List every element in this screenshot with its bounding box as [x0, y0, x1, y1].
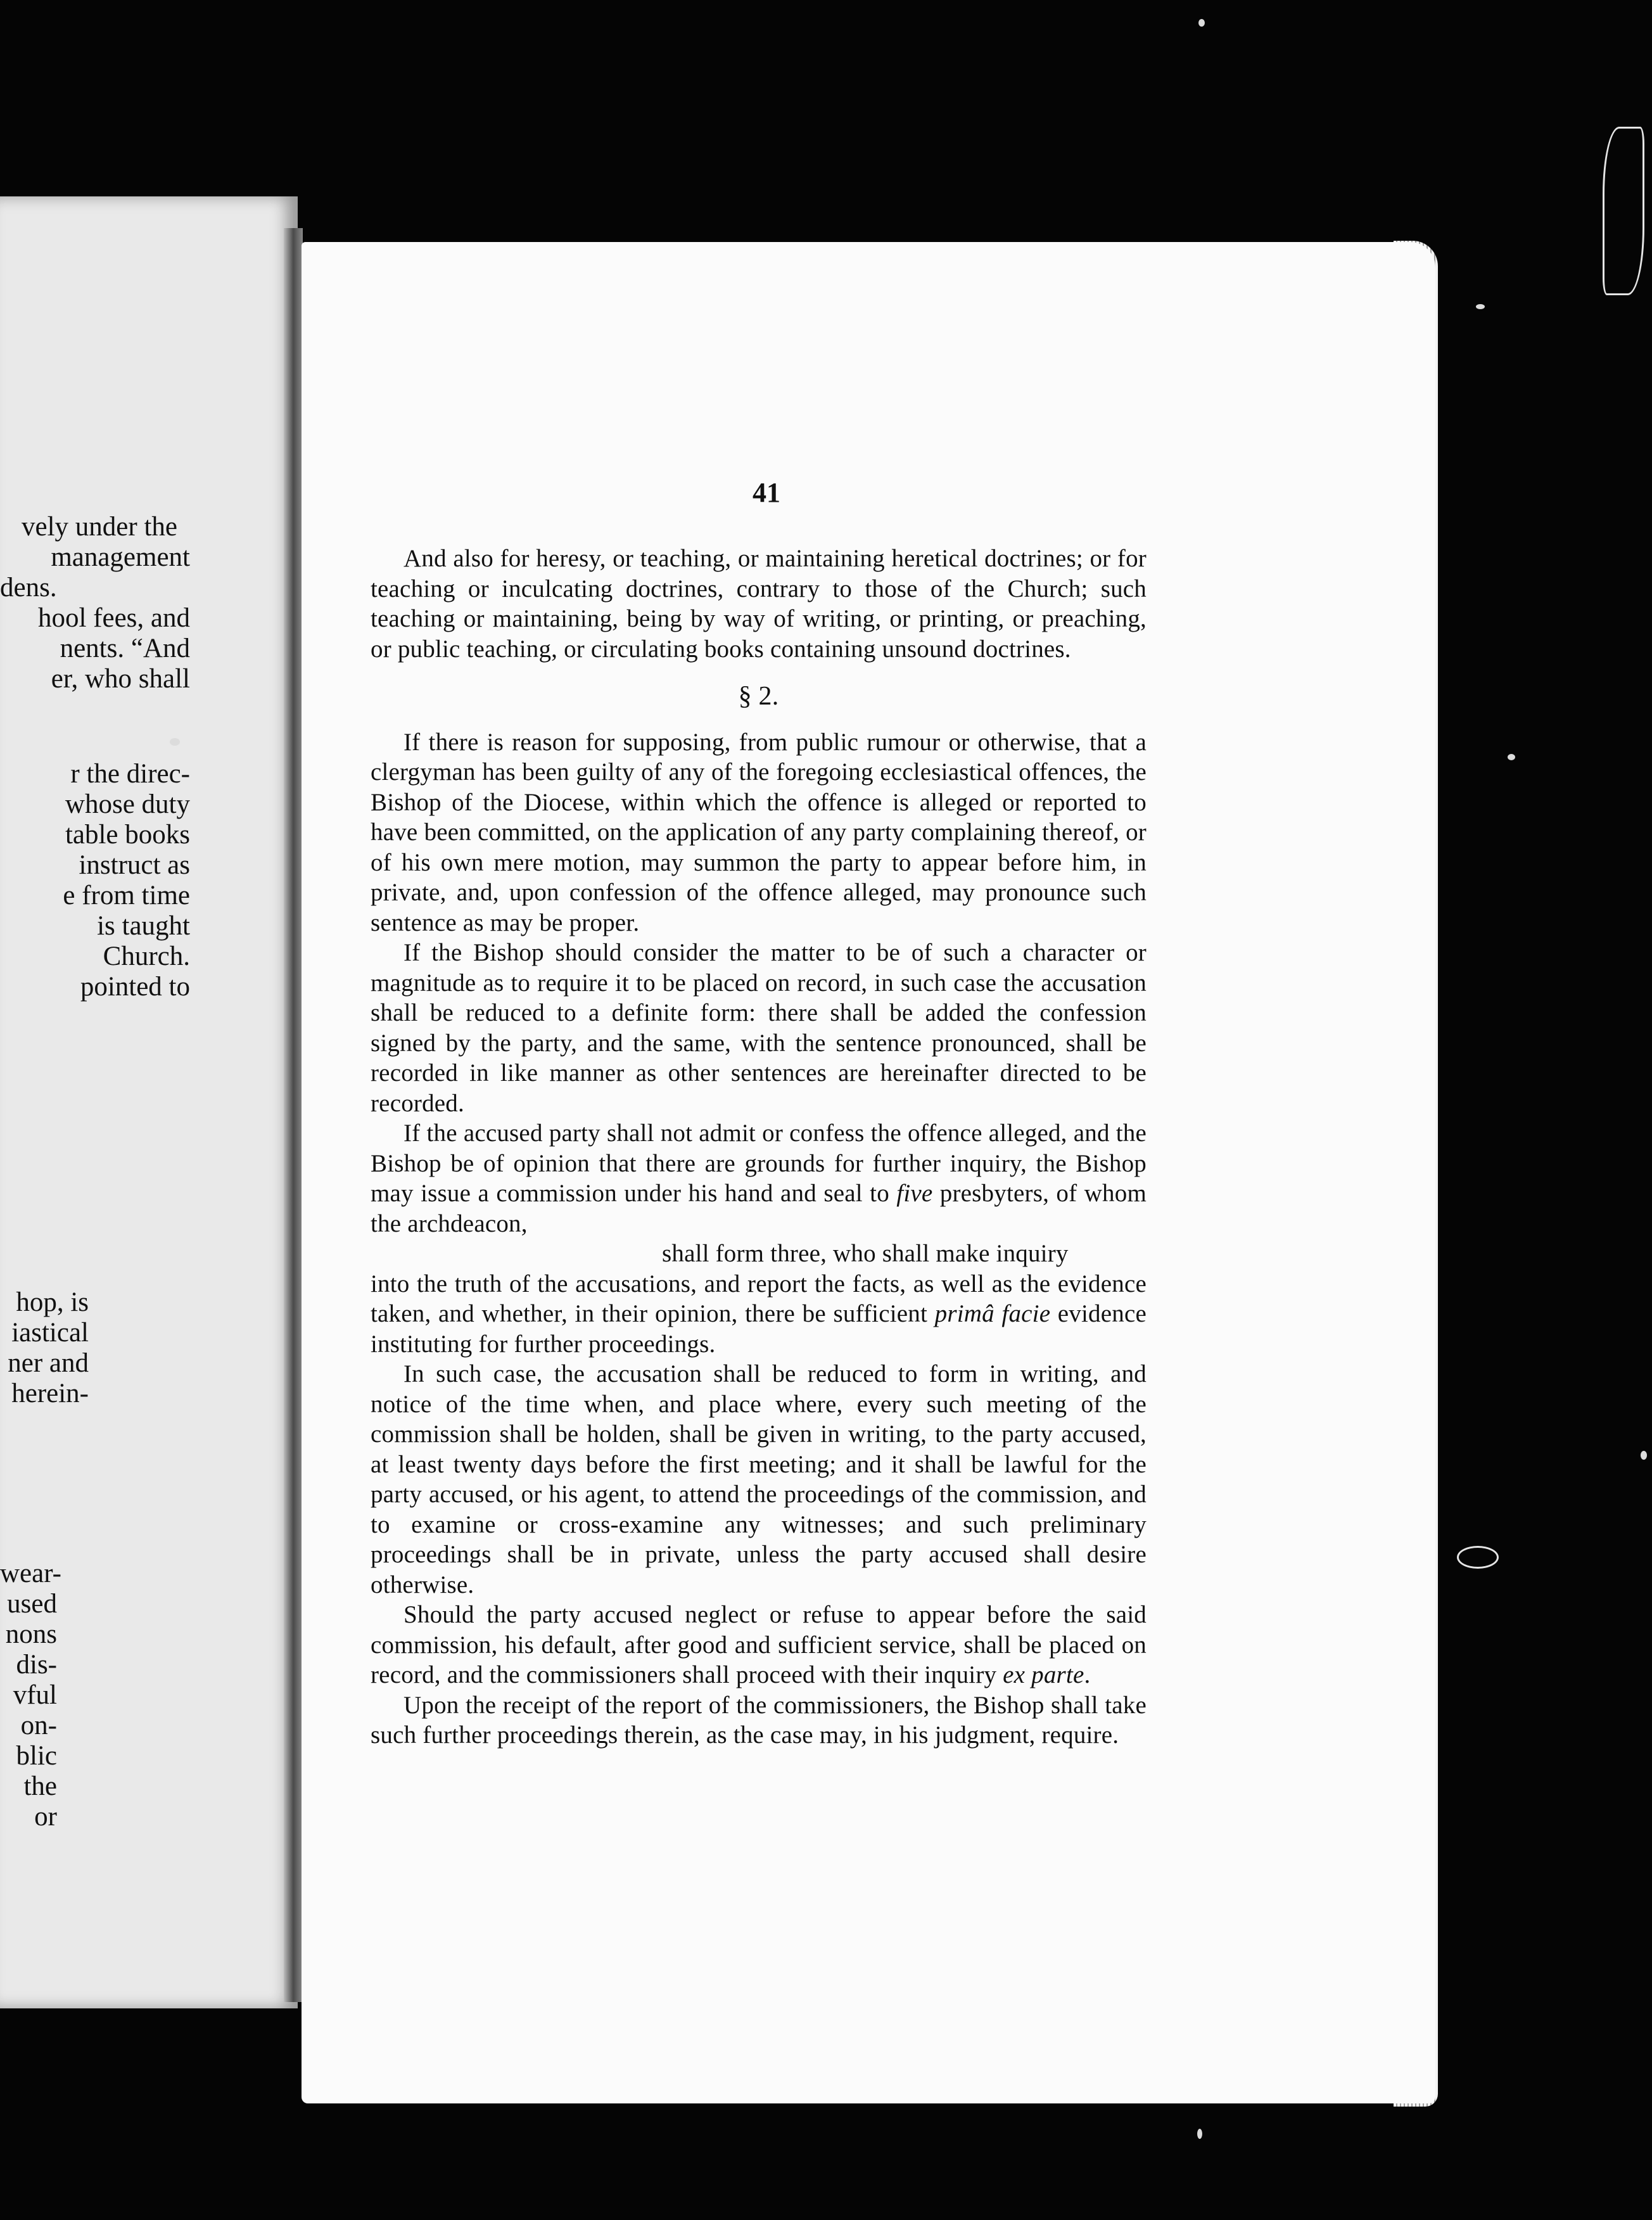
- left-line: ner and: [8, 1348, 89, 1378]
- paragraph-commission-continued: [371, 1239, 1147, 1359]
- speck: [1508, 754, 1515, 760]
- left-line: r the direc-: [70, 759, 190, 789]
- left-line: hop, is: [16, 1287, 89, 1317]
- book-gutter: [284, 228, 303, 2002]
- left-line: is taught: [97, 911, 190, 941]
- left-line: table books: [65, 820, 190, 850]
- left-line: er, who shall: [51, 664, 190, 694]
- commission-text-2: presbyters, of whom the archdeacon,: [371, 1180, 1147, 1237]
- left-line: pointed to: [80, 972, 190, 1002]
- commission-text-4: evidence instituting for further proceedings.: [371, 1300, 1147, 1358]
- default-text-1: Should the party accused neglect or refuse to appear before the said commission, his default, after good and sufficient service, shall be placed on record, and the commissioners shall proceed with their inquiry: [371, 1601, 1147, 1688]
- left-line: vely under the: [22, 512, 177, 542]
- left-page-block-1: [0, 512, 190, 694]
- intro-paragraph: And also for heresy, or teaching, or maintaining heretical doctrines; or for teaching or inculcating doctrines, contrary to those of the Church; such teaching or maintaining, being by way of writing, or printing, or preaching, or public teaching, or circulating books containing unsound doctrines.: [371, 545, 1147, 663]
- left-line: on-: [20, 1711, 57, 1740]
- left-line: hool fees, and: [37, 603, 190, 633]
- page-body: [371, 544, 1147, 1751]
- left-line: whose duty: [65, 789, 190, 819]
- speck: [1198, 19, 1205, 27]
- left-line: wear-: [0, 1559, 62, 1588]
- pen-mark: [1457, 1546, 1499, 1569]
- left-line: instruct as: [79, 850, 190, 880]
- commission-continued-line: shall form three, who shall make inquiry: [662, 1240, 1069, 1267]
- paragraph-writing: In such case, the accusation shall be reduced to form in writing, and notice of the time when, and place where, every such meeting of the commission shall be holden, shall be given in writing, to the party accused, at least twenty days before the first meeting; and it shall be lawful for the party accused, or his agent, to attend the proceedings of the commission, and to examine or cross-examine any witnesses; and such preliminary proceedings shall be in private, unless the party accused shall desire otherwise.: [371, 1360, 1147, 1598]
- default-text-2: .: [1084, 1661, 1091, 1688]
- left-page-block-3: [0, 1287, 89, 1409]
- speck: [1197, 2129, 1202, 2139]
- left-line: blic: [16, 1741, 57, 1771]
- left-line: iastical: [11, 1318, 89, 1348]
- left-line: herein-: [11, 1379, 89, 1408]
- left-line: dis-: [16, 1650, 57, 1680]
- page-number: 41: [753, 477, 780, 508]
- left-line: management: [51, 542, 190, 572]
- commission-text-3: into the truth of the accusations, and report the facts, as well as the evidence taken, and whether, in their opinion, there be sufficient: [371, 1270, 1147, 1327]
- left-line: e from time: [63, 881, 190, 910]
- section-heading: § 2.: [738, 682, 779, 711]
- speck: [1641, 1451, 1647, 1460]
- left-line: used: [7, 1589, 57, 1619]
- left-line: or: [34, 1802, 57, 1832]
- default-italic-ex-parte: ex parte: [1003, 1661, 1084, 1688]
- commission-italic-five: five: [896, 1180, 933, 1207]
- speck: [170, 738, 180, 746]
- left-page-block-4: [0, 1559, 62, 1832]
- left-line: Church.: [103, 941, 190, 971]
- left-page: [0, 196, 298, 2008]
- commission-text-1: If the accused party shall not admit or confess the offence alleged, and the Bishop be of opinion that there are grounds for further inquiry, the Bishop may issue a commission under his hand and seal to: [371, 1120, 1147, 1207]
- left-line: dens.: [0, 573, 57, 603]
- paragraph-commission: [371, 1118, 1147, 1239]
- speck: [1476, 304, 1485, 309]
- paragraph-record: If the Bishop should consider the matter to be of such a character or magnitude as to require it to be placed on record, in such case the accusation shall be reduced to a definite form: there shall be added the confession signed by the party, and the same, with the sentence pronounced, shall be recorded in like manner as other sentences are hereinafter directed to be recorded.: [371, 939, 1147, 1117]
- pen-mark: [1603, 127, 1644, 295]
- paragraph-default: [371, 1600, 1147, 1690]
- left-line: nons: [5, 1619, 57, 1649]
- commission-italic-prima-facie: primâ facie: [934, 1300, 1051, 1327]
- paragraph-final: Upon the receipt of the report of the commissioners, the Bishop shall take such further proceedings therein, as the case may, in his judgment, require.: [371, 1691, 1147, 1749]
- left-line: vful: [13, 1680, 57, 1710]
- left-line: nents. “And: [60, 634, 190, 663]
- paragraph-rumour: If there is reason for supposing, from public rumour or otherwise, that a clergyman has been guilty of any of the foregoing ecclesiastical offences, the Bishop of the Diocese, within which the offence is alleged or reported to have been committed, on the application of any party complaining thereof, or of his own mere motion, may summon the party to appear before him, in private, and, upon confession of the offence alleged, may pronounce such sentence as may be proper.: [371, 728, 1147, 936]
- left-page-block-2: [0, 759, 190, 1002]
- left-line: the: [23, 1771, 57, 1801]
